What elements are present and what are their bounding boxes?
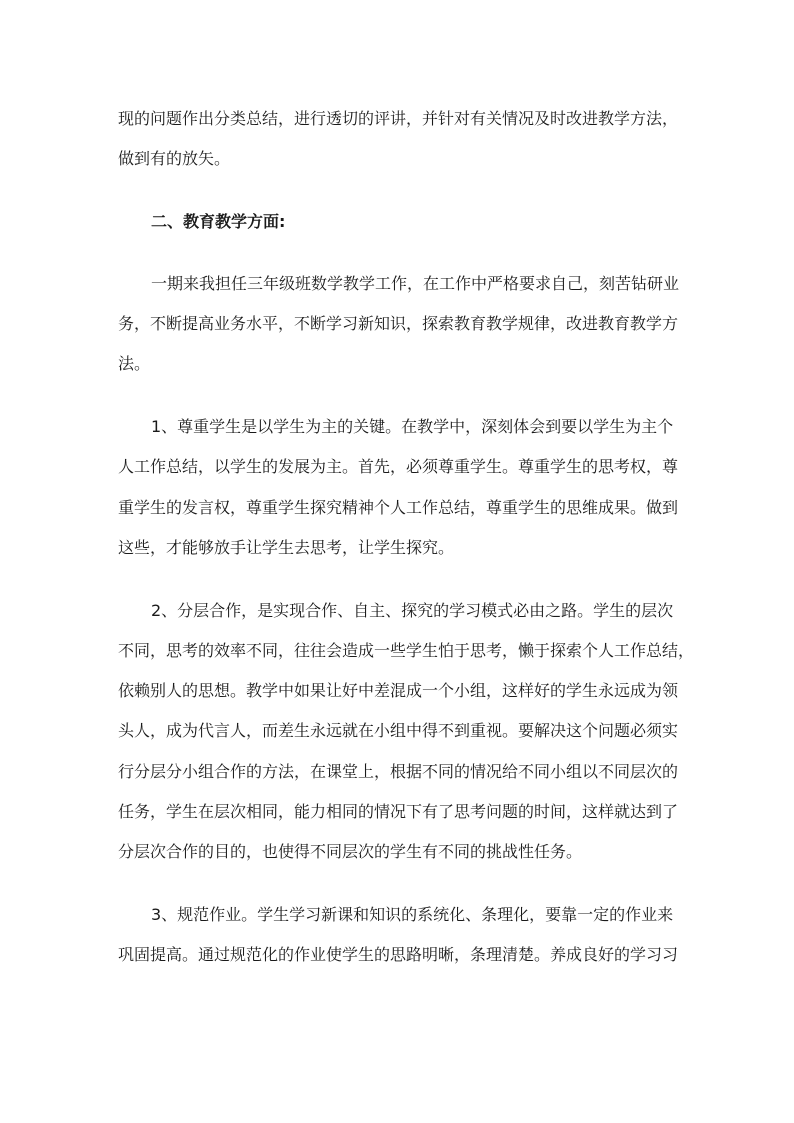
text-line: 分层次合作的目的，也使得不同层次的学生有不同的挑战性任务。 [118,842,583,861]
text-line: 现的问题作出分类总结，进行透切的评讲，并针对有关情况及时改进教学方法， [118,109,679,128]
text-line: 不同，思考的效率不同，往往会造成一些学生怕于思考，懒于探索个人工作总结， [118,641,695,660]
text-line: 3、规范作业。学生学习新课和知识的系统化、条理化，要靠一定的作业来 [151,905,674,924]
text-line: 巩固提高。通过规范化的作业使学生的思路明晰，条理清楚。养成良好的学习习 [118,945,679,964]
text-line: 务，不断提高业务水平，不断学习新知识，探索教育教学规律，改进教育教学方 [118,314,679,333]
section-heading: 二、教育教学方面: [151,212,286,231]
text-line: 重学生的发言权，尊重学生探究精神个人工作总结，尊重学生的思维成果。做到 [118,498,679,517]
text-line: 依赖别人的思想。教学中如果让好中差混成一个小组，这样好的学生永远成为领 [118,681,679,700]
text-line: 任务，学生在层次相同，能力相同的情况下有了思考问题的时间，这样就达到了 [118,802,679,821]
text-line: 做到有的放矢。 [118,149,231,168]
text-line: 法。 [118,354,151,373]
text-line: 行分层分小组合作的方法，在课堂上，根据不同的情况给不同小组以不同层次的 [118,762,679,781]
text-line: 2、分层合作，是实现合作、自主、探究的学习模式必由之路。学生的层次 [151,601,674,620]
text-line: 人工作总结，以学生的发展为主。首先，必须尊重学生。尊重学生的思考权，尊 [118,457,679,476]
text-line: 一期来我担任三年级班数学教学工作，在工作中严格要求自己，刻苦钻研业 [151,274,680,293]
text-line: 头人，成为代言人，而差生永远就在小组中得不到重视。要解决这个问题必须实 [118,721,679,740]
text-line: 这些，才能够放手让学生去思考，让学生探究。 [118,538,455,557]
text-line: 1、尊重学生是以学生为主的关键。在教学中，深刻体会到要以学生为主个 [151,417,674,436]
